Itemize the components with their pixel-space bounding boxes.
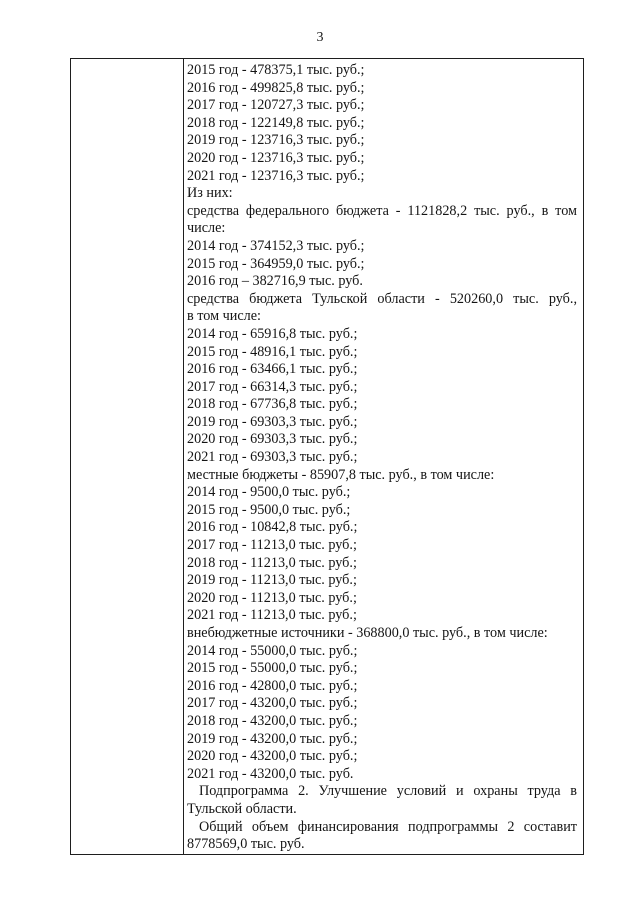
text-line: 2015 год - 9500,0 тыс. руб.; [187, 501, 351, 518]
text-line: 2020 год - 69303,3 тыс. руб.; [187, 431, 358, 448]
text-line: 2020 год - 11213,0 тыс. руб.; [187, 589, 357, 606]
text-line: 2014 год - 374152,3 тыс. руб.; [187, 237, 365, 254]
text-line: местные бюджеты - 85907,8 тыс. руб., в том числе: [187, 466, 495, 483]
table [70, 58, 584, 855]
text-line: 2014 год - 9500,0 тыс. руб.; [187, 484, 351, 501]
text-line: 2017 год - 43200,0 тыс. руб.; [187, 695, 358, 712]
text-line: 8778569,0 тыс. руб. [187, 836, 305, 853]
table-left-cell [183, 59, 184, 854]
text-line: 2021 год - 43200,0 тыс. руб. [187, 765, 354, 782]
text-line: 2015 год - 478375,1 тыс. руб.; [187, 62, 365, 78]
text-line: 2019 год - 11213,0 тыс. руб.; [187, 572, 357, 589]
text-line: 2019 год - 123716,3 тыс. руб.; [187, 132, 365, 149]
text-line: 2014 год - 55000,0 тыс. руб.; [187, 642, 358, 659]
text-line: средства федерального бюджета - 1121828,2 тыс. руб., в том [187, 202, 577, 219]
table-right-cell [187, 62, 577, 854]
text-line: 2016 год - 63466,1 тыс. руб.; [187, 361, 358, 378]
text-line: Общий объем финансирования подпрограммы 2 составит [199, 818, 577, 835]
text-line: 2018 год - 67736,8 тыс. руб.; [187, 396, 358, 413]
text-line: Из них: [187, 185, 233, 202]
text-line: 2015 год - 48916,1 тыс. руб.; [187, 343, 358, 360]
page-number: 3 [316, 30, 324, 45]
text-line: 2021 год - 69303,3 тыс. руб.; [187, 449, 358, 466]
text-line: 2017 год - 120727,3 тыс. руб.; [187, 97, 365, 114]
text-line: 2018 год - 43200,0 тыс. руб.; [187, 712, 358, 729]
text-line: 2015 год - 55000,0 тыс. руб.; [187, 660, 358, 677]
text-line: Тульской области. [187, 800, 297, 817]
text-line: 2020 год - 43200,0 тыс. руб.; [187, 748, 358, 765]
text-line: 2017 год - 11213,0 тыс. руб.; [187, 537, 357, 554]
text-line: 2021 год - 11213,0 тыс. руб.; [187, 607, 357, 624]
text-line: 2021 год - 123716,3 тыс. руб.; [187, 167, 365, 184]
text-line: 2018 год - 11213,0 тыс. руб.; [187, 554, 357, 571]
text-line: 2020 год - 123716,3 тыс. руб.; [187, 149, 365, 166]
text-line: 2014 год - 65916,8 тыс. руб.; [187, 325, 358, 342]
text-line: 2016 год - 42800,0 тыс. руб.; [187, 677, 358, 694]
text-line: 2019 год - 43200,0 тыс. руб.; [187, 730, 358, 747]
text-line: 2015 год - 364959,0 тыс. руб.; [187, 255, 365, 272]
text-line: числе: [187, 220, 226, 237]
text-line: Подпрограмма 2. Улучшение условий и охраны труда в [199, 783, 577, 800]
text-line: средства бюджета Тульской области - 520260,0 тыс. руб., [187, 290, 577, 307]
text-line: 2016 год – 382716,9 тыс. руб. [187, 273, 363, 290]
text-line: 2019 год - 69303,3 тыс. руб.; [187, 413, 358, 430]
text-line: 2017 год - 66314,3 тыс. руб.; [187, 378, 358, 395]
text-line: в том числе: [187, 308, 261, 325]
text-line: 2018 год - 122149,8 тыс. руб.; [187, 114, 365, 131]
text-line: 2016 год - 499825,8 тыс. руб.; [187, 79, 365, 96]
text-line: 2016 год - 10842,8 тыс. руб.; [187, 519, 358, 536]
text-line: внебюджетные источники - 368800,0 тыс. руб., в том числе: [187, 625, 548, 641]
